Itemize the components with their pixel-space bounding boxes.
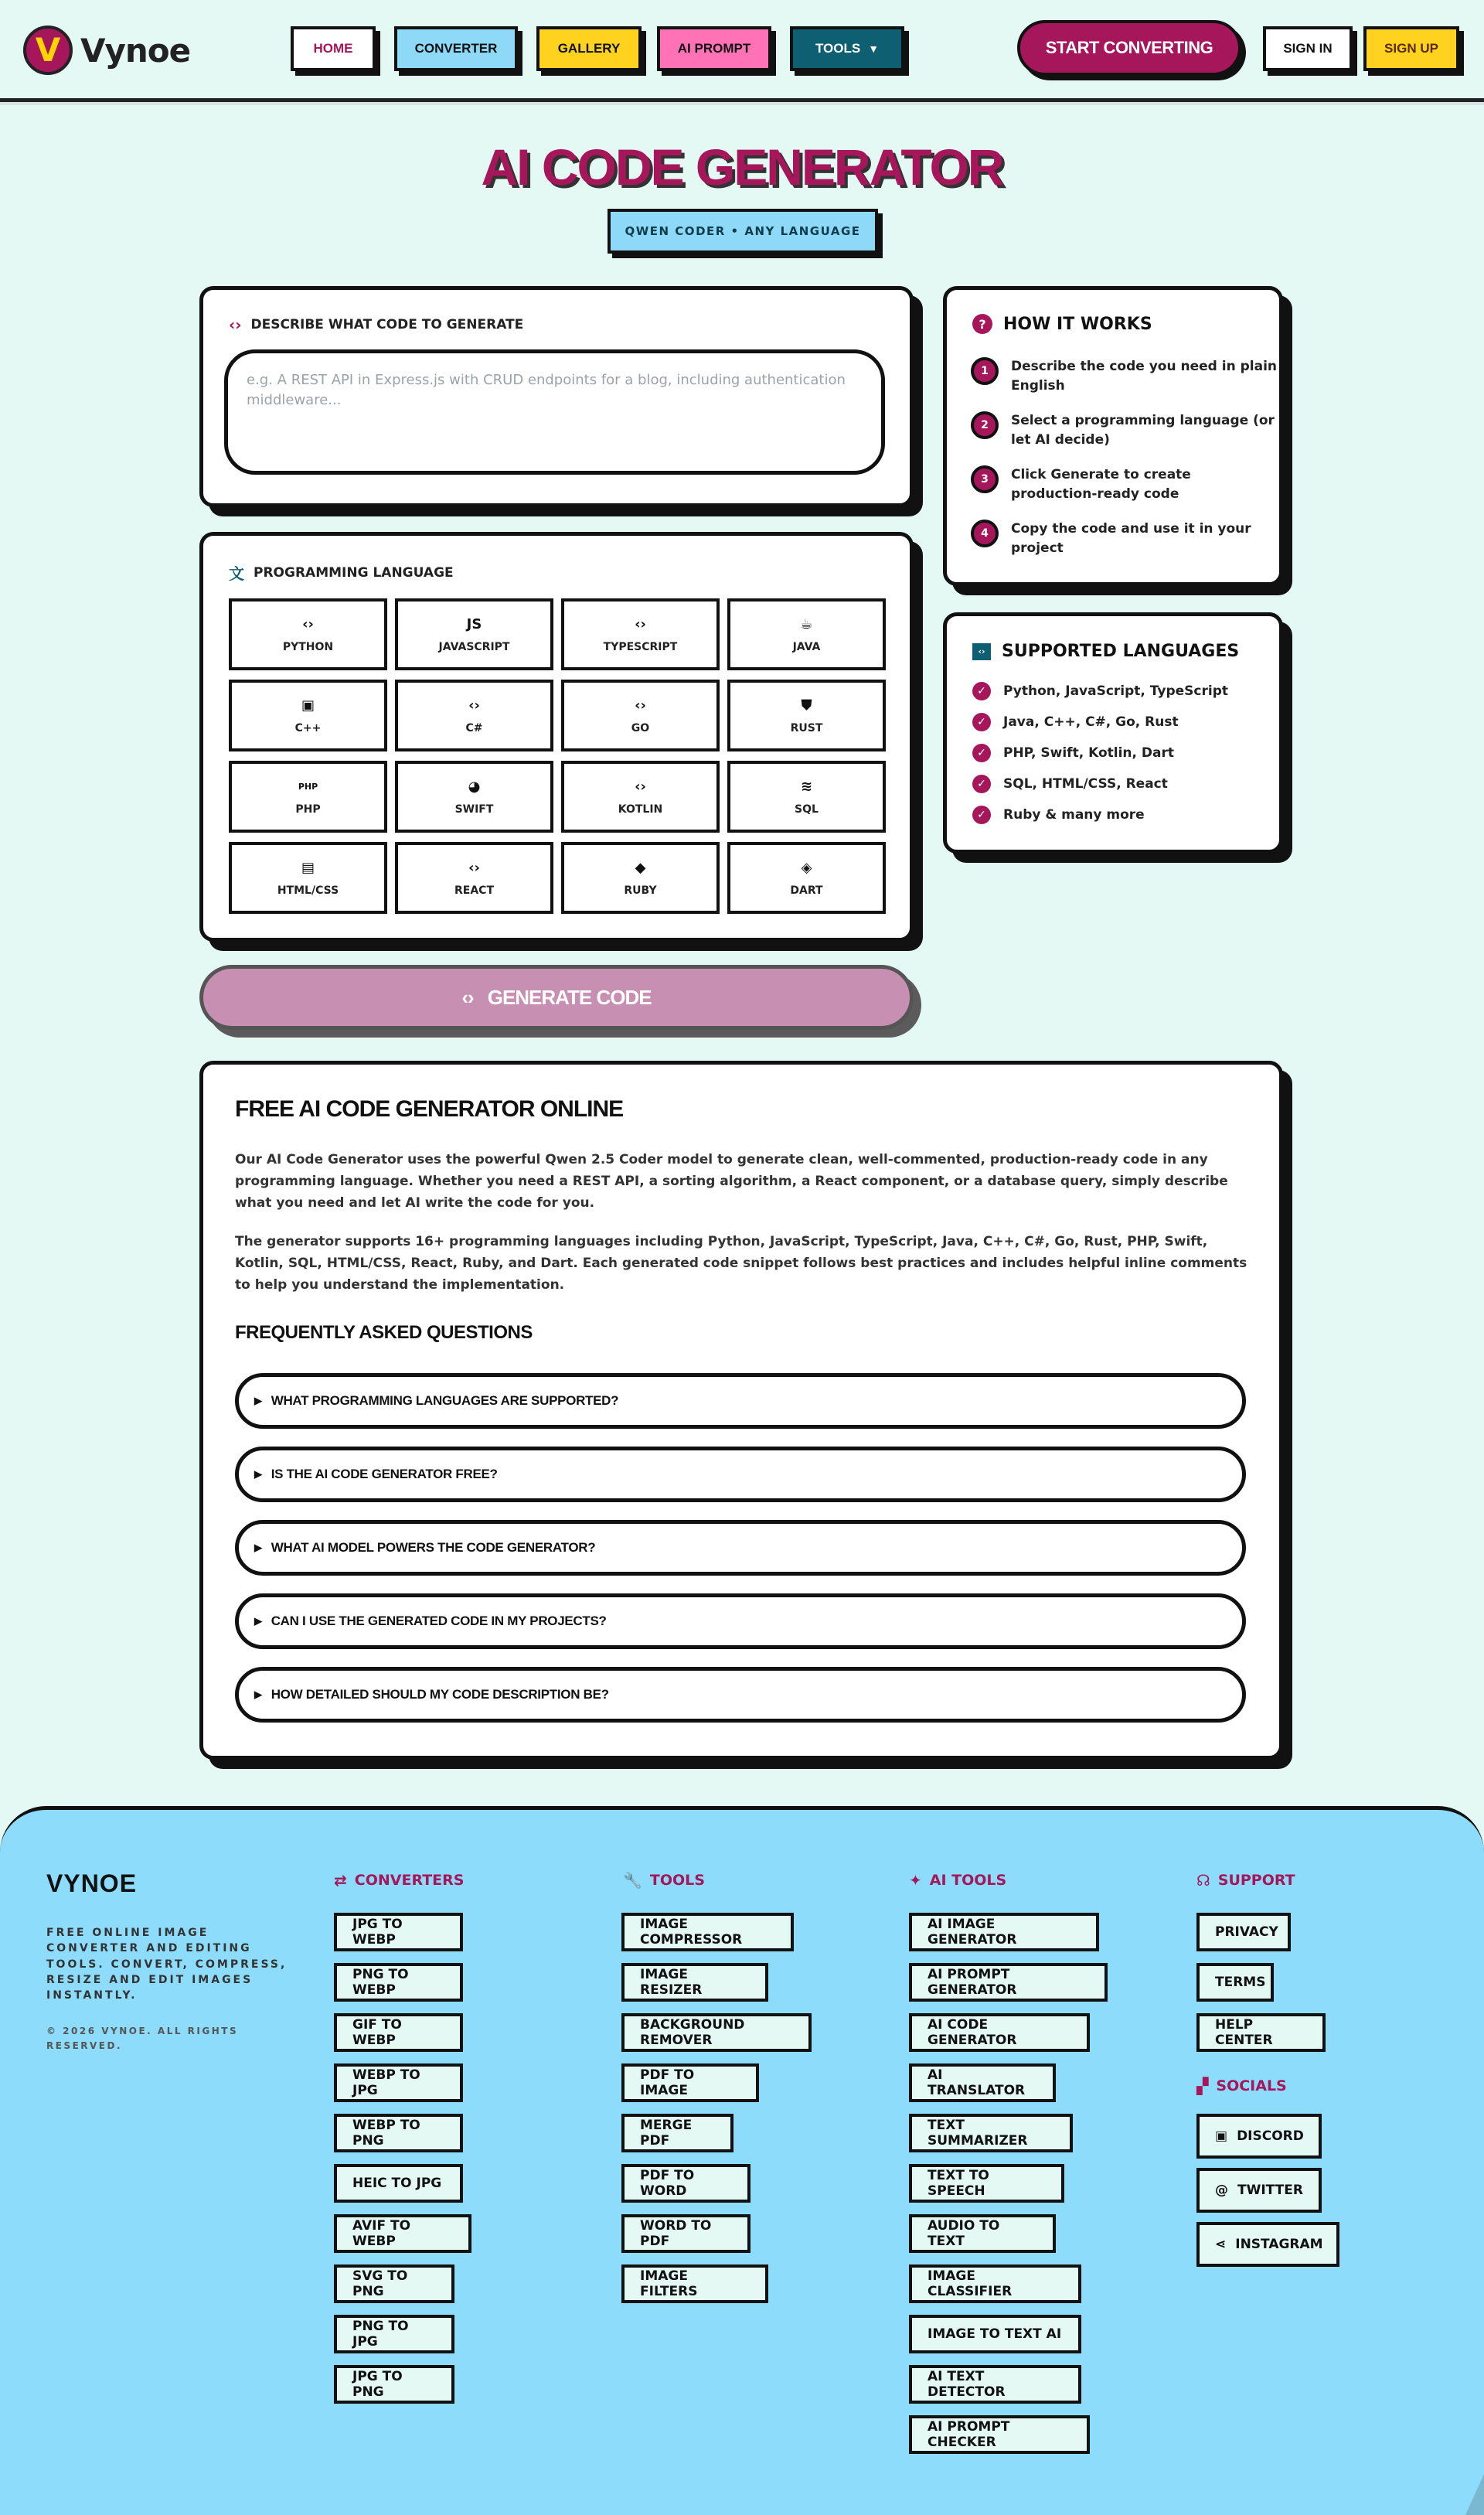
footer-brand: VYNOE bbox=[46, 1869, 138, 1897]
footer-social-label: INSTAGRAM bbox=[1235, 2237, 1323, 2252]
footer-link-webp-to-jpg[interactable] bbox=[334, 2063, 463, 2102]
nav-gallery-label: GALLERY bbox=[557, 41, 621, 56]
page-title: AI CODE GENERATOR bbox=[481, 138, 1003, 196]
language-tile-swift[interactable] bbox=[395, 761, 553, 833]
footer-link-label: IMAGE COMPRESSOR bbox=[640, 1917, 743, 1948]
footer-link-label: JPG TO WEBP bbox=[352, 1917, 403, 1948]
check-icon: ✓ bbox=[972, 744, 991, 762]
footer-link-label: AI PROMPT CHECKER bbox=[928, 2419, 1010, 2450]
faq-item[interactable] bbox=[235, 1593, 1246, 1649]
footer-link-label: WEBP TO PNG bbox=[352, 2118, 420, 2149]
supported-language-item bbox=[972, 744, 1174, 762]
footer-social-discord[interactable] bbox=[1196, 2114, 1322, 2159]
language-icon: ‹› bbox=[635, 697, 646, 714]
language-tile-label: SQL bbox=[795, 803, 819, 816]
footer-link-text-summarizer[interactable] bbox=[909, 2114, 1073, 2152]
check-icon: ✓ bbox=[972, 775, 991, 793]
nav-tools-dropdown[interactable] bbox=[790, 26, 904, 71]
disclosure-triangle-icon: ▶ bbox=[254, 1468, 262, 1480]
step-number: 1 bbox=[971, 357, 999, 385]
footer-link-ai-text-detector[interactable] bbox=[909, 2365, 1081, 2404]
language-tile-java[interactable] bbox=[727, 598, 886, 670]
footer-link-label: PDF TO WORD bbox=[640, 2168, 695, 2199]
language-tile-label: RUST bbox=[790, 721, 823, 734]
nav-tools-label: TOOLS bbox=[815, 41, 861, 56]
language-icon: ◕ bbox=[468, 778, 481, 795]
language-icon: ▣ bbox=[301, 697, 315, 714]
footer-link-label: PDF TO IMAGE bbox=[640, 2067, 695, 2098]
scroll-corner-icon[interactable] bbox=[1465, 2474, 1484, 2515]
nav-gallery-button[interactable] bbox=[536, 26, 642, 71]
language-tile-label: REACT bbox=[454, 884, 494, 897]
language-tile-label: JAVASCRIPT bbox=[438, 640, 510, 653]
sign-in-label: SIGN IN bbox=[1283, 41, 1333, 56]
footer-socials-heading bbox=[1196, 2077, 1287, 2095]
footer-link-label: TEXT SUMMARIZER bbox=[928, 2118, 1028, 2149]
how-it-works-title bbox=[972, 314, 1152, 334]
converter-icon: ⇄ bbox=[334, 1871, 347, 1890]
footer-link-label: AI TRANSLATOR bbox=[928, 2067, 1026, 2098]
language-tile-php[interactable] bbox=[229, 761, 387, 833]
language-icon: ◆ bbox=[635, 859, 646, 876]
faq-item[interactable] bbox=[235, 1520, 1246, 1576]
language-icon: ▤ bbox=[301, 859, 315, 876]
supported-language-item bbox=[972, 806, 1145, 824]
how-step bbox=[971, 465, 1280, 503]
share-icon: ⋖ bbox=[1215, 2237, 1227, 2252]
sign-up-label: SIGN UP bbox=[1384, 41, 1438, 56]
footer-link-image-filters[interactable] bbox=[621, 2265, 768, 2303]
footer-link-label: PNG TO WEBP bbox=[352, 1967, 409, 1998]
sign-up-button[interactable] bbox=[1363, 26, 1459, 71]
nav-converter-button[interactable] bbox=[394, 26, 518, 71]
disclosure-triangle-icon: ▶ bbox=[254, 1615, 262, 1627]
footer-link-gif-to-webp[interactable] bbox=[334, 2013, 463, 2052]
language-tile-label: PHP bbox=[295, 803, 321, 816]
footer-link-label: AI PROMPT GENERATOR bbox=[928, 1967, 1017, 1998]
describe-label-text: DESCRIBE WHAT CODE TO GENERATE bbox=[250, 317, 524, 332]
language-icon: ⛊ bbox=[801, 697, 812, 714]
model-badge: QWEN CODER • ANY LANGUAGE bbox=[608, 209, 878, 254]
language-tile-python[interactable] bbox=[229, 598, 387, 670]
footer-link-webp-to-png[interactable] bbox=[334, 2114, 463, 2152]
language-tile-label: PYTHON bbox=[282, 640, 334, 653]
code-icon: ‹› bbox=[229, 315, 242, 334]
footer-link-label: IMAGE CLASSIFIER bbox=[928, 2268, 1013, 2299]
wrench-icon: 🔧 bbox=[623, 1871, 642, 1890]
sign-in-button[interactable] bbox=[1263, 26, 1353, 71]
faq-item[interactable] bbox=[235, 1447, 1246, 1502]
footer-link-audio-to-text[interactable] bbox=[909, 2214, 1056, 2253]
footer-link-label: SVG TO PNG bbox=[352, 2268, 408, 2299]
footer-link-label: HEIC TO JPG bbox=[352, 2176, 442, 2191]
footer-link-label: TEXT TO SPEECH bbox=[928, 2168, 989, 2199]
language-icon: ‹› bbox=[468, 697, 480, 714]
faq-question: CAN I USE THE GENERATED CODE IN MY PROJECTS? bbox=[271, 1614, 607, 1628]
footer-social-label: TWITTER bbox=[1237, 2183, 1303, 2198]
faq-item[interactable] bbox=[235, 1667, 1246, 1723]
article-paragraph: Our AI Code Generator uses the powerful Qwen 2.5 Coder model to generate clean, well-commented, production-ready code in any programming language. Whether you need a REST API, a sorting algorithm, a React component, or a database query, simply describe what you need and let AI write the code for you. bbox=[235, 1152, 1228, 1211]
language-tile-kotlin[interactable] bbox=[561, 761, 720, 833]
footer-ai-tools-heading bbox=[909, 1871, 1006, 1890]
nav-converter-label: CONVERTER bbox=[414, 41, 498, 56]
supported-language-text: Java, C++, C#, Go, Rust bbox=[1003, 714, 1179, 730]
language-tile-label: HTML/CSS bbox=[277, 884, 339, 897]
disclosure-triangle-icon: ▶ bbox=[254, 1542, 262, 1553]
faq-item[interactable] bbox=[235, 1373, 1246, 1429]
check-icon: ✓ bbox=[972, 713, 991, 731]
language-tile-ruby[interactable] bbox=[561, 842, 720, 914]
footer-social-label: DISCORD bbox=[1237, 2128, 1304, 2144]
step-number: 4 bbox=[971, 520, 999, 547]
generate-code-label: GENERATE CODE bbox=[487, 985, 652, 1009]
help-icon: ? bbox=[972, 314, 992, 334]
footer-link-heic-to-jpg[interactable] bbox=[334, 2164, 463, 2203]
language-icon: JS bbox=[466, 615, 482, 632]
language-tile-typescript[interactable] bbox=[561, 598, 720, 670]
footer-support-title: SUPPORT bbox=[1217, 1872, 1295, 1889]
step-text: Click Generate to create production-ready code bbox=[1011, 467, 1191, 502]
footer-link-label: JPG TO PNG bbox=[352, 2369, 403, 2400]
language-tile-label: JAVA bbox=[792, 640, 821, 653]
language-icon: ☕ bbox=[800, 615, 813, 632]
logo[interactable] bbox=[23, 23, 190, 77]
faq-question: WHAT AI MODEL POWERS THE CODE GENERATOR? bbox=[271, 1540, 596, 1555]
step-text: Copy the code and use it in your project bbox=[1011, 521, 1251, 556]
footer-link-label: PNG TO JPG bbox=[352, 2319, 409, 2350]
supported-language-item bbox=[972, 682, 1228, 700]
footer-link-label: GIF TO WEBP bbox=[352, 2017, 402, 2048]
code-description-input[interactable]: e.g. A REST API in Express.js with CRUD endpoints for a blog, including authentication middleware... bbox=[224, 349, 885, 475]
footer-link-image-compressor[interactable] bbox=[621, 1913, 794, 1951]
supported-languages-title-text: SUPPORTED LANGUAGES bbox=[1002, 642, 1240, 661]
nav-ai-prompt-label: AI PROMPT bbox=[677, 41, 751, 56]
generate-code-button[interactable] bbox=[199, 965, 914, 1030]
footer-converters-title: CONVERTERS bbox=[354, 1872, 465, 1889]
language-tile-label: RUBY bbox=[624, 884, 657, 897]
language-tile-react[interactable] bbox=[395, 842, 553, 914]
chevron-down-icon: ▼ bbox=[868, 43, 880, 55]
language-icon: ‹› bbox=[468, 859, 480, 876]
footer-link-avif-to-webp[interactable] bbox=[334, 2214, 471, 2253]
footer-socials-title: SOCIALS bbox=[1216, 2077, 1287, 2094]
language-tile-sql[interactable] bbox=[727, 761, 886, 833]
footer-link-image-to-text-ai[interactable] bbox=[909, 2315, 1081, 2353]
footer-link-pdf-to-word[interactable] bbox=[621, 2164, 751, 2203]
footer-support-heading bbox=[1196, 1871, 1295, 1890]
footer-link-label: AVIF TO WEBP bbox=[352, 2218, 411, 2249]
language-tile-c-[interactable] bbox=[229, 680, 387, 751]
start-converting-button[interactable] bbox=[1017, 20, 1241, 76]
language-icon: ‹› bbox=[635, 778, 646, 795]
how-step bbox=[971, 411, 1280, 449]
step-text: Select a programming language (or let AI decide) bbox=[1011, 413, 1275, 448]
how-step bbox=[971, 357, 1280, 395]
footer-link-label: PRIVACY bbox=[1215, 1924, 1278, 1940]
language-tile-go[interactable] bbox=[561, 680, 720, 751]
check-icon: ✓ bbox=[972, 806, 991, 824]
footer-link-label: AI TEXT DETECTOR bbox=[928, 2369, 1006, 2400]
footer-link-png-to-webp[interactable] bbox=[334, 1963, 463, 2002]
faq-question: WHAT PROGRAMMING LANGUAGES ARE SUPPORTED? bbox=[271, 1393, 619, 1408]
step-text: Describe the code you need in plain English bbox=[1011, 359, 1277, 394]
footer-link-label: AUDIO TO TEXT bbox=[928, 2218, 1000, 2249]
footer-link-label: BACKGROUND REMOVER bbox=[640, 2017, 745, 2048]
footer-link-ai-translator[interactable] bbox=[909, 2063, 1056, 2102]
top-navbar bbox=[0, 0, 1484, 102]
nav-home-button[interactable] bbox=[291, 26, 376, 71]
step-number: 3 bbox=[971, 465, 999, 493]
footer-link-png-to-jpg[interactable] bbox=[334, 2315, 454, 2353]
footer-link-terms[interactable] bbox=[1196, 1963, 1274, 2002]
language-tile-c-[interactable] bbox=[395, 680, 553, 751]
footer-link-label: AI CODE GENERATOR bbox=[928, 2017, 1017, 2048]
footer-link-image-resizer[interactable] bbox=[621, 1963, 768, 2002]
footer-tools-heading bbox=[623, 1871, 705, 1890]
footer-link-label: TERMS bbox=[1215, 1975, 1266, 1990]
how-step bbox=[971, 520, 1280, 557]
language-label-text: PROGRAMMING LANGUAGE bbox=[254, 564, 454, 581]
disclosure-triangle-icon: ▶ bbox=[254, 1395, 262, 1406]
footer-tools-title: TOOLS bbox=[649, 1872, 705, 1889]
faq-question: HOW DETAILED SHOULD MY CODE DESCRIPTION BE? bbox=[271, 1687, 609, 1702]
language-tile-label: GO bbox=[631, 721, 650, 734]
footer-link-label: IMAGE FILTERS bbox=[640, 2268, 698, 2299]
discord-icon: ▣ bbox=[1215, 2128, 1228, 2144]
footer-link-privacy[interactable] bbox=[1196, 1913, 1291, 1951]
start-converting-label: START CONVERTING bbox=[1045, 38, 1213, 57]
footer-link-label: WORD TO PDF bbox=[640, 2218, 712, 2249]
supported-language-text: Python, JavaScript, TypeScript bbox=[1003, 683, 1228, 699]
article-title: FREE AI CODE GENERATOR ONLINE bbox=[235, 1096, 624, 1122]
code-icon: ‹› bbox=[461, 985, 474, 1009]
supported-language-item bbox=[972, 713, 1179, 731]
translate-icon: 文 bbox=[229, 564, 244, 583]
footer-link-ai-image-generator[interactable] bbox=[909, 1913, 1099, 1951]
footer-link-label: MERGE PDF bbox=[640, 2118, 693, 2149]
supported-languages-title bbox=[972, 642, 1239, 661]
at-sign-icon: @ bbox=[1215, 2183, 1228, 2198]
language-label bbox=[229, 561, 454, 584]
footer-copyright: © 2026 VYNOE. ALL RIGHTS RESERVED. bbox=[46, 2026, 239, 2051]
language-tile-javascript[interactable] bbox=[395, 598, 553, 670]
language-tile-label: SWIFT bbox=[454, 803, 494, 816]
footer-link-ai-prompt-checker[interactable] bbox=[909, 2415, 1090, 2454]
supported-language-text: Ruby & many more bbox=[1003, 807, 1145, 823]
language-icon: ‹› bbox=[635, 615, 646, 632]
footer-social-instagram[interactable] bbox=[1196, 2222, 1339, 2267]
footer-link-image-classifier[interactable] bbox=[909, 2265, 1081, 2303]
language-tile-html-css[interactable] bbox=[229, 842, 387, 914]
logo-icon bbox=[23, 26, 73, 75]
faq-title: FREQUENTLY ASKED QUESTIONS bbox=[235, 1322, 533, 1343]
nav-home-label: HOME bbox=[313, 41, 353, 56]
footer-link-label: AI IMAGE GENERATOR bbox=[928, 1917, 1017, 1948]
language-icon: ◈ bbox=[801, 859, 812, 876]
supported-language-item bbox=[972, 775, 1168, 793]
logo-letter: V bbox=[35, 31, 61, 69]
language-icon: ‹› bbox=[302, 615, 314, 632]
footer-link-merge-pdf[interactable] bbox=[621, 2114, 733, 2152]
nav-ai-prompt-button[interactable] bbox=[657, 26, 771, 71]
disclosure-triangle-icon: ▶ bbox=[254, 1689, 262, 1700]
language-tile-label: C++ bbox=[294, 721, 322, 734]
footer-social-twitter[interactable] bbox=[1196, 2168, 1322, 2213]
footer-link-jpg-to-png[interactable] bbox=[334, 2365, 454, 2404]
check-icon: ✓ bbox=[972, 682, 991, 700]
supported-language-text: PHP, Swift, Kotlin, Dart bbox=[1003, 745, 1174, 761]
footer-link-label: IMAGE RESIZER bbox=[640, 1967, 703, 1998]
language-tile-label: KOTLIN bbox=[618, 803, 663, 816]
sparkle-icon: ✦ bbox=[909, 1871, 922, 1890]
article-paragraph: The generator supports 16+ programming languages including Python, JavaScript, TypeScript, Java, C++, C#, Go, Rust, PHP, Swift, Kotlin, SQL, HTML/CSS, React, Ruby, and Dart. Each generated code snippet follows best practices and includes helpful inline comments to help you understand the implementation. bbox=[235, 1234, 1247, 1293]
headset-icon: ☊ bbox=[1196, 1871, 1210, 1890]
footer-link-label: IMAGE TO TEXT AI bbox=[928, 2326, 1062, 2342]
language-tile-label: TYPESCRIPT bbox=[603, 640, 678, 653]
footer-link-label: WEBP TO JPG bbox=[352, 2067, 420, 2098]
language-icon: PHP bbox=[298, 781, 318, 792]
supported-language-text: SQL, HTML/CSS, React bbox=[1003, 776, 1168, 792]
language-tile-dart[interactable] bbox=[727, 842, 886, 914]
footer-link-ai-prompt-generator[interactable] bbox=[909, 1963, 1108, 2002]
language-tile-rust[interactable] bbox=[727, 680, 886, 751]
footer-link-help-center[interactable] bbox=[1196, 2013, 1326, 2052]
chat-icon: ▞ bbox=[1196, 2077, 1209, 2095]
footer-link-text-to-speech[interactable] bbox=[909, 2164, 1064, 2203]
footer-link-pdf-to-image[interactable] bbox=[621, 2063, 759, 2102]
language-icon: ≋ bbox=[800, 778, 813, 795]
code-icon: ‹› bbox=[972, 643, 991, 660]
footer-link-background-remover[interactable] bbox=[621, 2013, 812, 2052]
footer-link-word-to-pdf[interactable] bbox=[621, 2214, 751, 2253]
logo-text: Vynoe bbox=[80, 31, 191, 70]
footer-converters-heading bbox=[334, 1871, 464, 1890]
describe-label bbox=[229, 315, 523, 334]
faq-question: IS THE AI CODE GENERATOR FREE? bbox=[271, 1467, 498, 1481]
footer-ai-tools-title: AI TOOLS bbox=[929, 1872, 1007, 1889]
language-tile-label: DART bbox=[790, 884, 823, 897]
footer-link-jpg-to-webp[interactable] bbox=[334, 1913, 463, 1951]
footer-link-svg-to-png[interactable] bbox=[334, 2265, 454, 2303]
step-number: 2 bbox=[971, 411, 999, 439]
language-tile-label: C# bbox=[465, 721, 483, 734]
footer-link-ai-code-generator[interactable] bbox=[909, 2013, 1090, 2052]
how-it-works-title-text: HOW IT WORKS bbox=[1003, 314, 1152, 334]
footer-description: FREE ONLINE IMAGE CONVERTER AND EDITING TOOLS. CONVERT, COMPRESS, RESIZE AND EDIT IMAGES INSTANTLY. bbox=[46, 1927, 288, 2002]
footer-link-label: HELP CENTER bbox=[1215, 2017, 1273, 2048]
